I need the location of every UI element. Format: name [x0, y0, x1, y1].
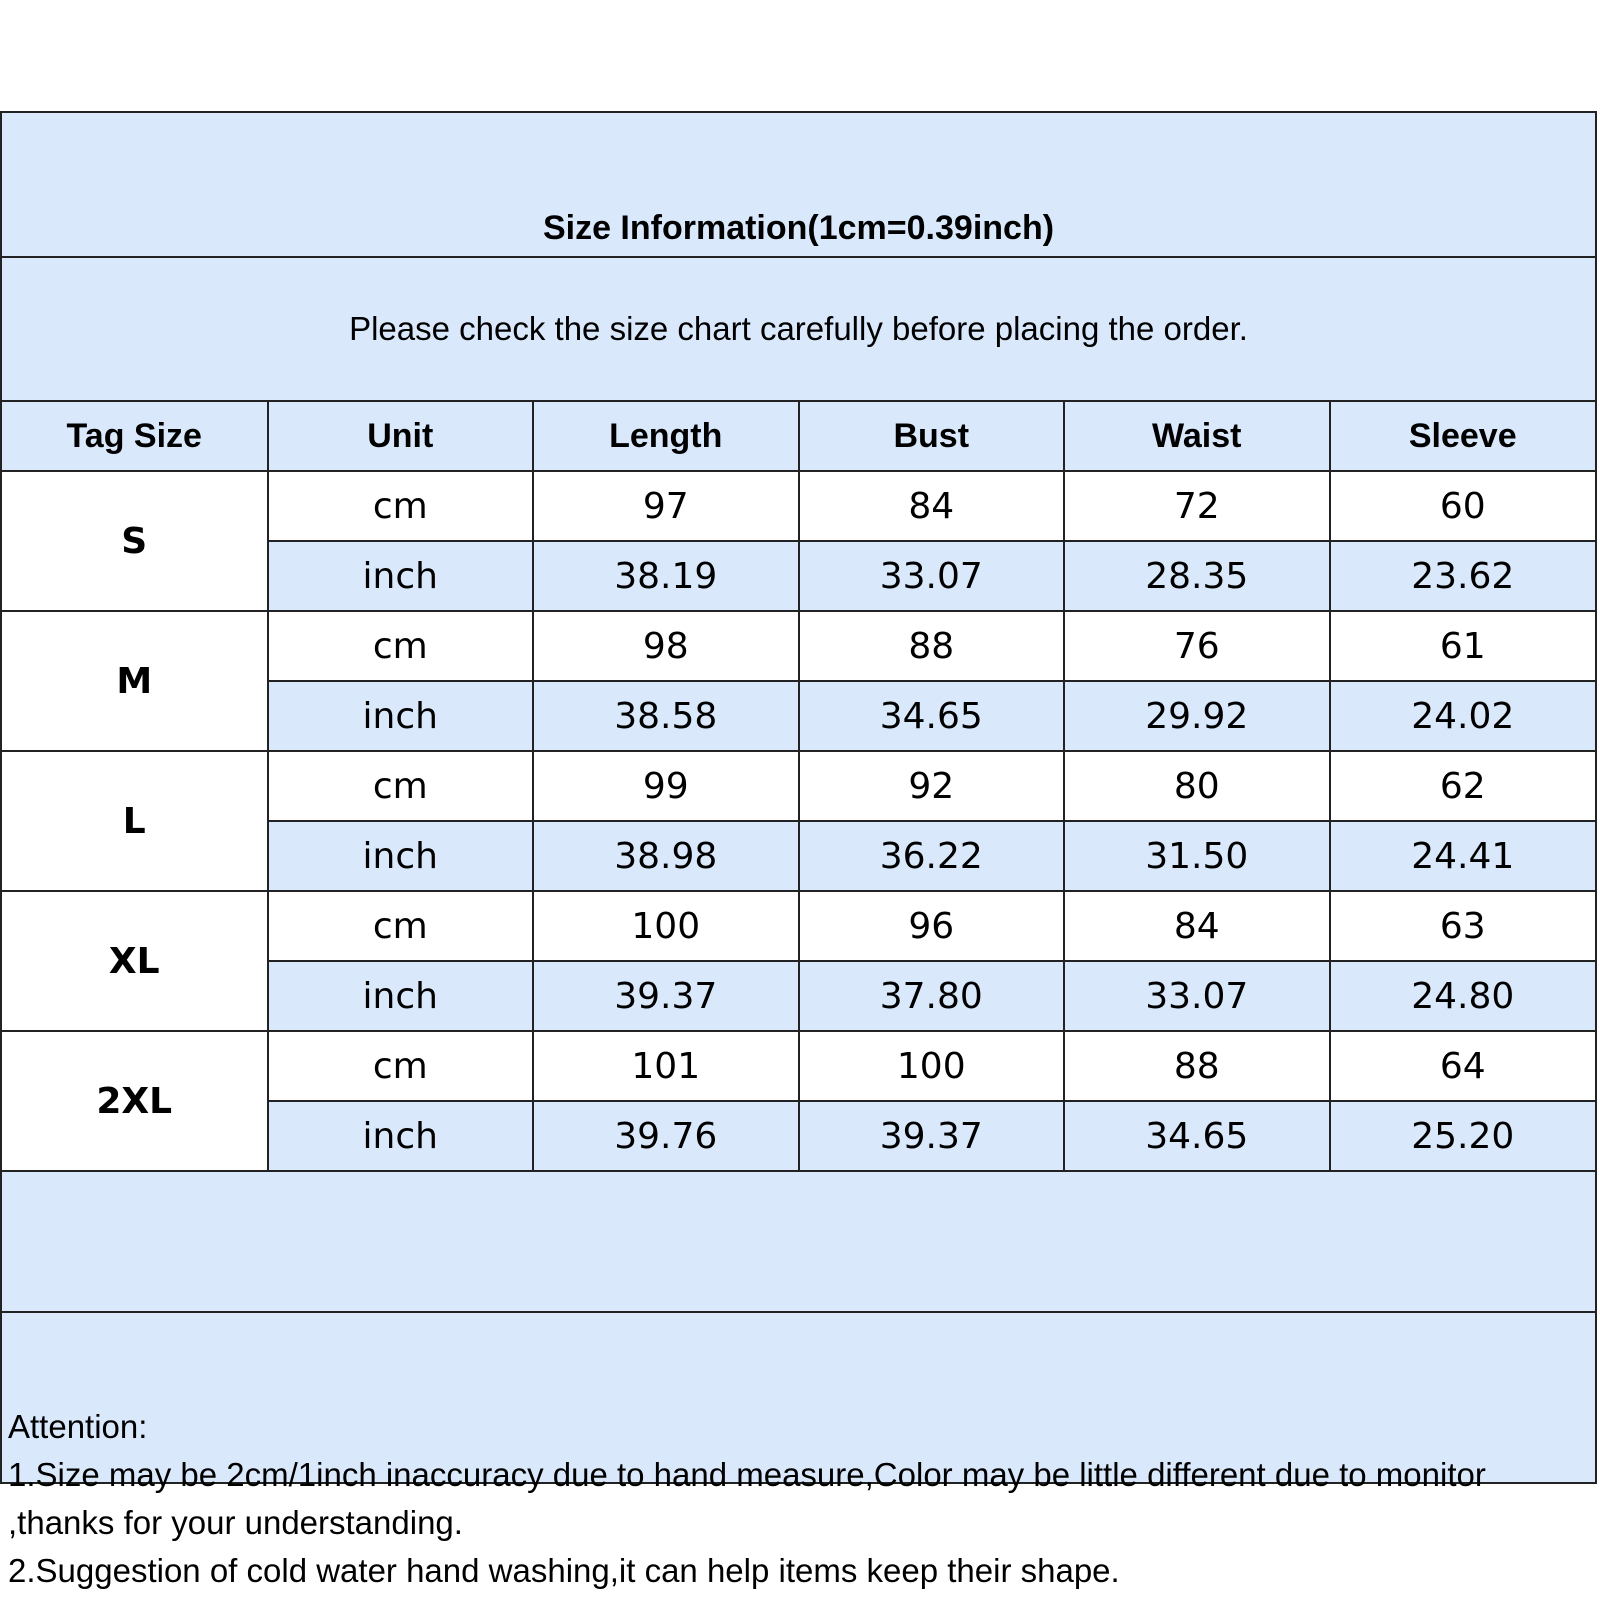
chart-title: Size Information(1cm=0.39inch) — [2, 113, 1595, 258]
length-cell: 39.76 — [533, 1101, 799, 1171]
bust-cell: 96 — [799, 891, 1065, 961]
notes-heading: Attention: — [8, 1408, 148, 1445]
waist-cell: 88 — [1064, 1031, 1330, 1101]
waist-cell: 33.07 — [1064, 961, 1330, 1031]
size-table — [2, 402, 1595, 1172]
column-header-sleeve: Sleeve — [1330, 402, 1596, 471]
tag-size-cell: M — [2, 611, 268, 751]
column-header-unit: Unit — [268, 402, 534, 471]
tag-size-cell: XL — [2, 891, 268, 1031]
sleeve-cell: 64 — [1330, 1031, 1596, 1101]
unit-cell: inch — [268, 681, 534, 751]
chart-subtitle: Please check the size chart carefully before placing the order. — [2, 258, 1595, 402]
waist-cell: 76 — [1064, 611, 1330, 681]
sleeve-cell: 24.80 — [1330, 961, 1596, 1031]
sleeve-cell: 24.02 — [1330, 681, 1596, 751]
unit-cell: cm — [268, 891, 534, 961]
unit-cell: inch — [268, 821, 534, 891]
sleeve-cell: 62 — [1330, 751, 1596, 821]
waist-cell: 31.50 — [1064, 821, 1330, 891]
waist-cell: 84 — [1064, 891, 1330, 961]
waist-cell: 72 — [1064, 471, 1330, 541]
length-cell: 98 — [533, 611, 799, 681]
sleeve-cell: 61 — [1330, 611, 1596, 681]
length-cell: 101 — [533, 1031, 799, 1101]
tag-size-cell: 2XL — [2, 1031, 268, 1171]
unit-cell: cm — [268, 611, 534, 681]
column-header-waist: Waist — [1064, 402, 1330, 471]
sleeve-cell: 63 — [1330, 891, 1596, 961]
length-cell: 38.58 — [533, 681, 799, 751]
waist-cell: 28.35 — [1064, 541, 1330, 611]
header-row — [2, 402, 1595, 471]
bust-cell: 33.07 — [799, 541, 1065, 611]
sleeve-cell: 25.20 — [1330, 1101, 1596, 1171]
bust-cell: 92 — [799, 751, 1065, 821]
length-cell: 99 — [533, 751, 799, 821]
unit-cell: cm — [268, 471, 534, 541]
bust-cell: 39.37 — [799, 1101, 1065, 1171]
table-row — [2, 611, 1595, 681]
unit-cell: cm — [268, 751, 534, 821]
waist-cell: 34.65 — [1064, 1101, 1330, 1171]
sleeve-cell: 60 — [1330, 471, 1596, 541]
waist-cell: 80 — [1064, 751, 1330, 821]
bust-cell: 34.65 — [799, 681, 1065, 751]
tag-size-cell: L — [2, 751, 268, 891]
length-cell: 97 — [533, 471, 799, 541]
table-row — [2, 1031, 1595, 1101]
length-cell: 38.19 — [533, 541, 799, 611]
unit-cell: inch — [268, 1101, 534, 1171]
column-header-tag-size: Tag Size — [2, 402, 268, 471]
table-row — [2, 751, 1595, 821]
notes-line-1: 1.Size may be 2cm/1inch inaccuracy due to hand measure,Color may be little different due to monitor ,thanks for your understanding. — [8, 1456, 1486, 1541]
notes-line-2: 2.Suggestion of cold water hand washing,it can help items keep their shape. — [8, 1552, 1120, 1589]
column-header-length: Length — [533, 402, 799, 471]
unit-cell: cm — [268, 1031, 534, 1101]
bust-cell: 37.80 — [799, 961, 1065, 1031]
sleeve-cell: 24.41 — [1330, 821, 1596, 891]
bust-cell: 36.22 — [799, 821, 1065, 891]
table-row — [2, 471, 1595, 541]
unit-cell: inch — [268, 961, 534, 1031]
bust-cell: 100 — [799, 1031, 1065, 1101]
unit-cell: inch — [268, 541, 534, 611]
tag-size-cell: S — [2, 471, 268, 611]
table-row — [2, 891, 1595, 961]
bust-cell: 88 — [799, 611, 1065, 681]
size-chart-sheet — [0, 111, 1597, 1589]
bust-cell: 84 — [799, 471, 1065, 541]
column-header-bust: Bust — [799, 402, 1065, 471]
length-cell: 38.98 — [533, 821, 799, 891]
sleeve-cell: 23.62 — [1330, 541, 1596, 611]
length-cell: 100 — [533, 891, 799, 961]
length-cell: 39.37 — [533, 961, 799, 1031]
waist-cell: 29.92 — [1064, 681, 1330, 751]
attention-notes — [2, 1311, 1595, 1589]
